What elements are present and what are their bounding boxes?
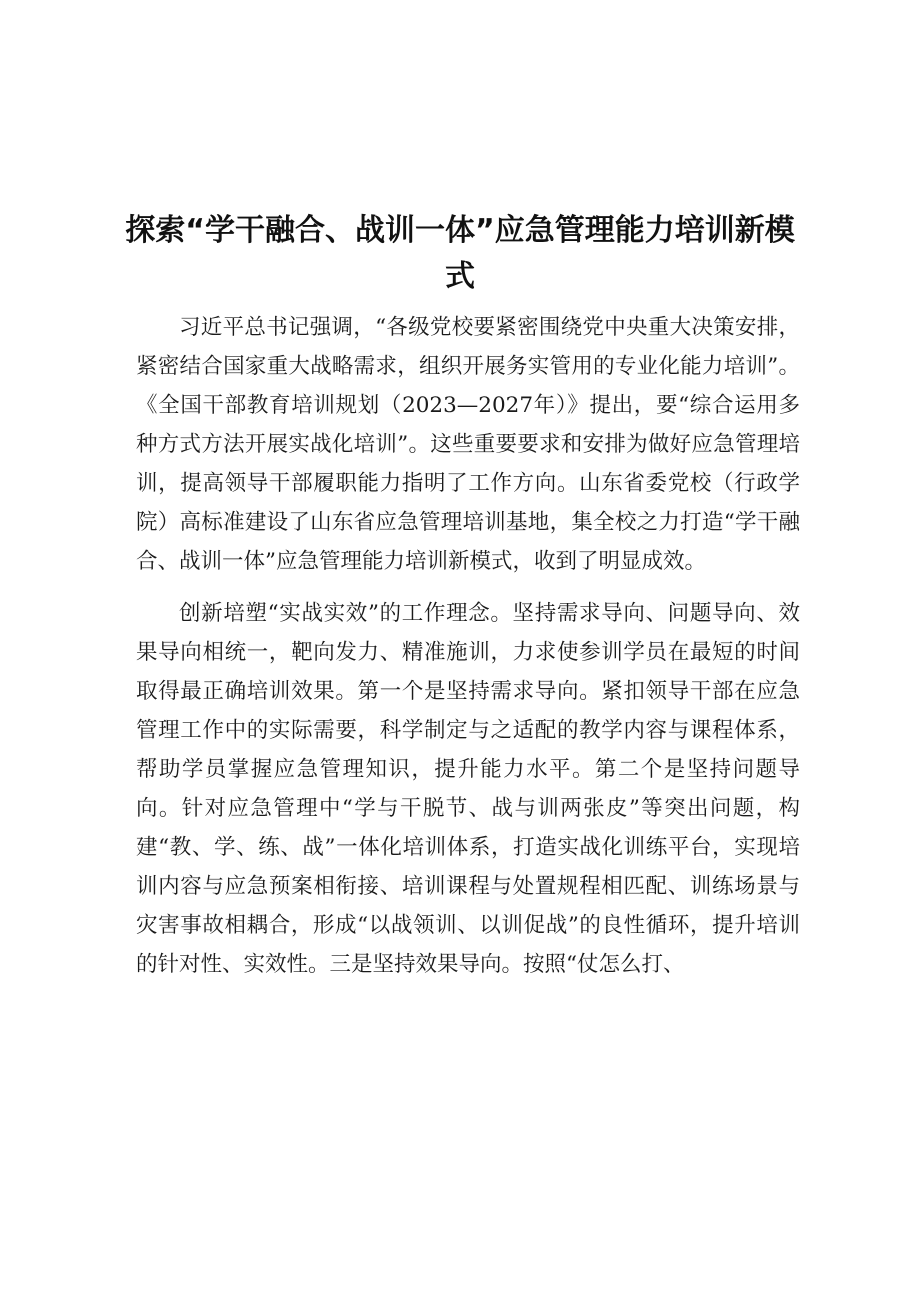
paragraph-concept: 创新培塑“实战实效”的工作理念。坚持需求导向、问题导向、效果导向相统一，靶向发力、精准施训，力求使参训学员在最短的时间取得最正确培训效果。第一个是坚持需求导向。紧扣领导干部在应急管理工作中的实际需要，科学制定与之适配的教学内容与课程体系，帮助学员掌握应急管理知识，提升能力水平。第二个是坚持问题导向。针对应急管理中“学与干脱节、战与训两张皮”等突出问题，构建“教、学、练、战”一体化培训体系，打造实战化训练平台，实现培训内容与应急预案相衔接、培训课程与处置规程相匹配、训练场景与灾害事故相耦合，形成“以战领训、以训促战”的良性循环，提升培训的针对性、实效性。三是坚持效果导向。按照“仗怎么打、 xyxy=(136,601,800,977)
document-title: 探索“学干融合、战训一体”应急管理能力培训新模式 xyxy=(125,213,795,294)
paragraph-intro: 习近平总书记强调，“各级党校要紧密围绕党中央重大决策安排，紧密结合国家重大战略需求，组织开展务实管用的专业化能力培训”。《全国干部教育培训规划（2023—2027年）》提出，要“综合运用多种方式方法开展实战化培训”。这些重要要求和安排为做好应急管理培训，提高领导干部履职能力指明了工作方向。山东省委党校（行政学院）高标准建设了山东省应急管理培训基地，集全校之力打造“学干融合、战训一体”应急管理能力培训新模式，收到了明显成效。 xyxy=(136,315,800,574)
document-body xyxy=(136,308,800,984)
